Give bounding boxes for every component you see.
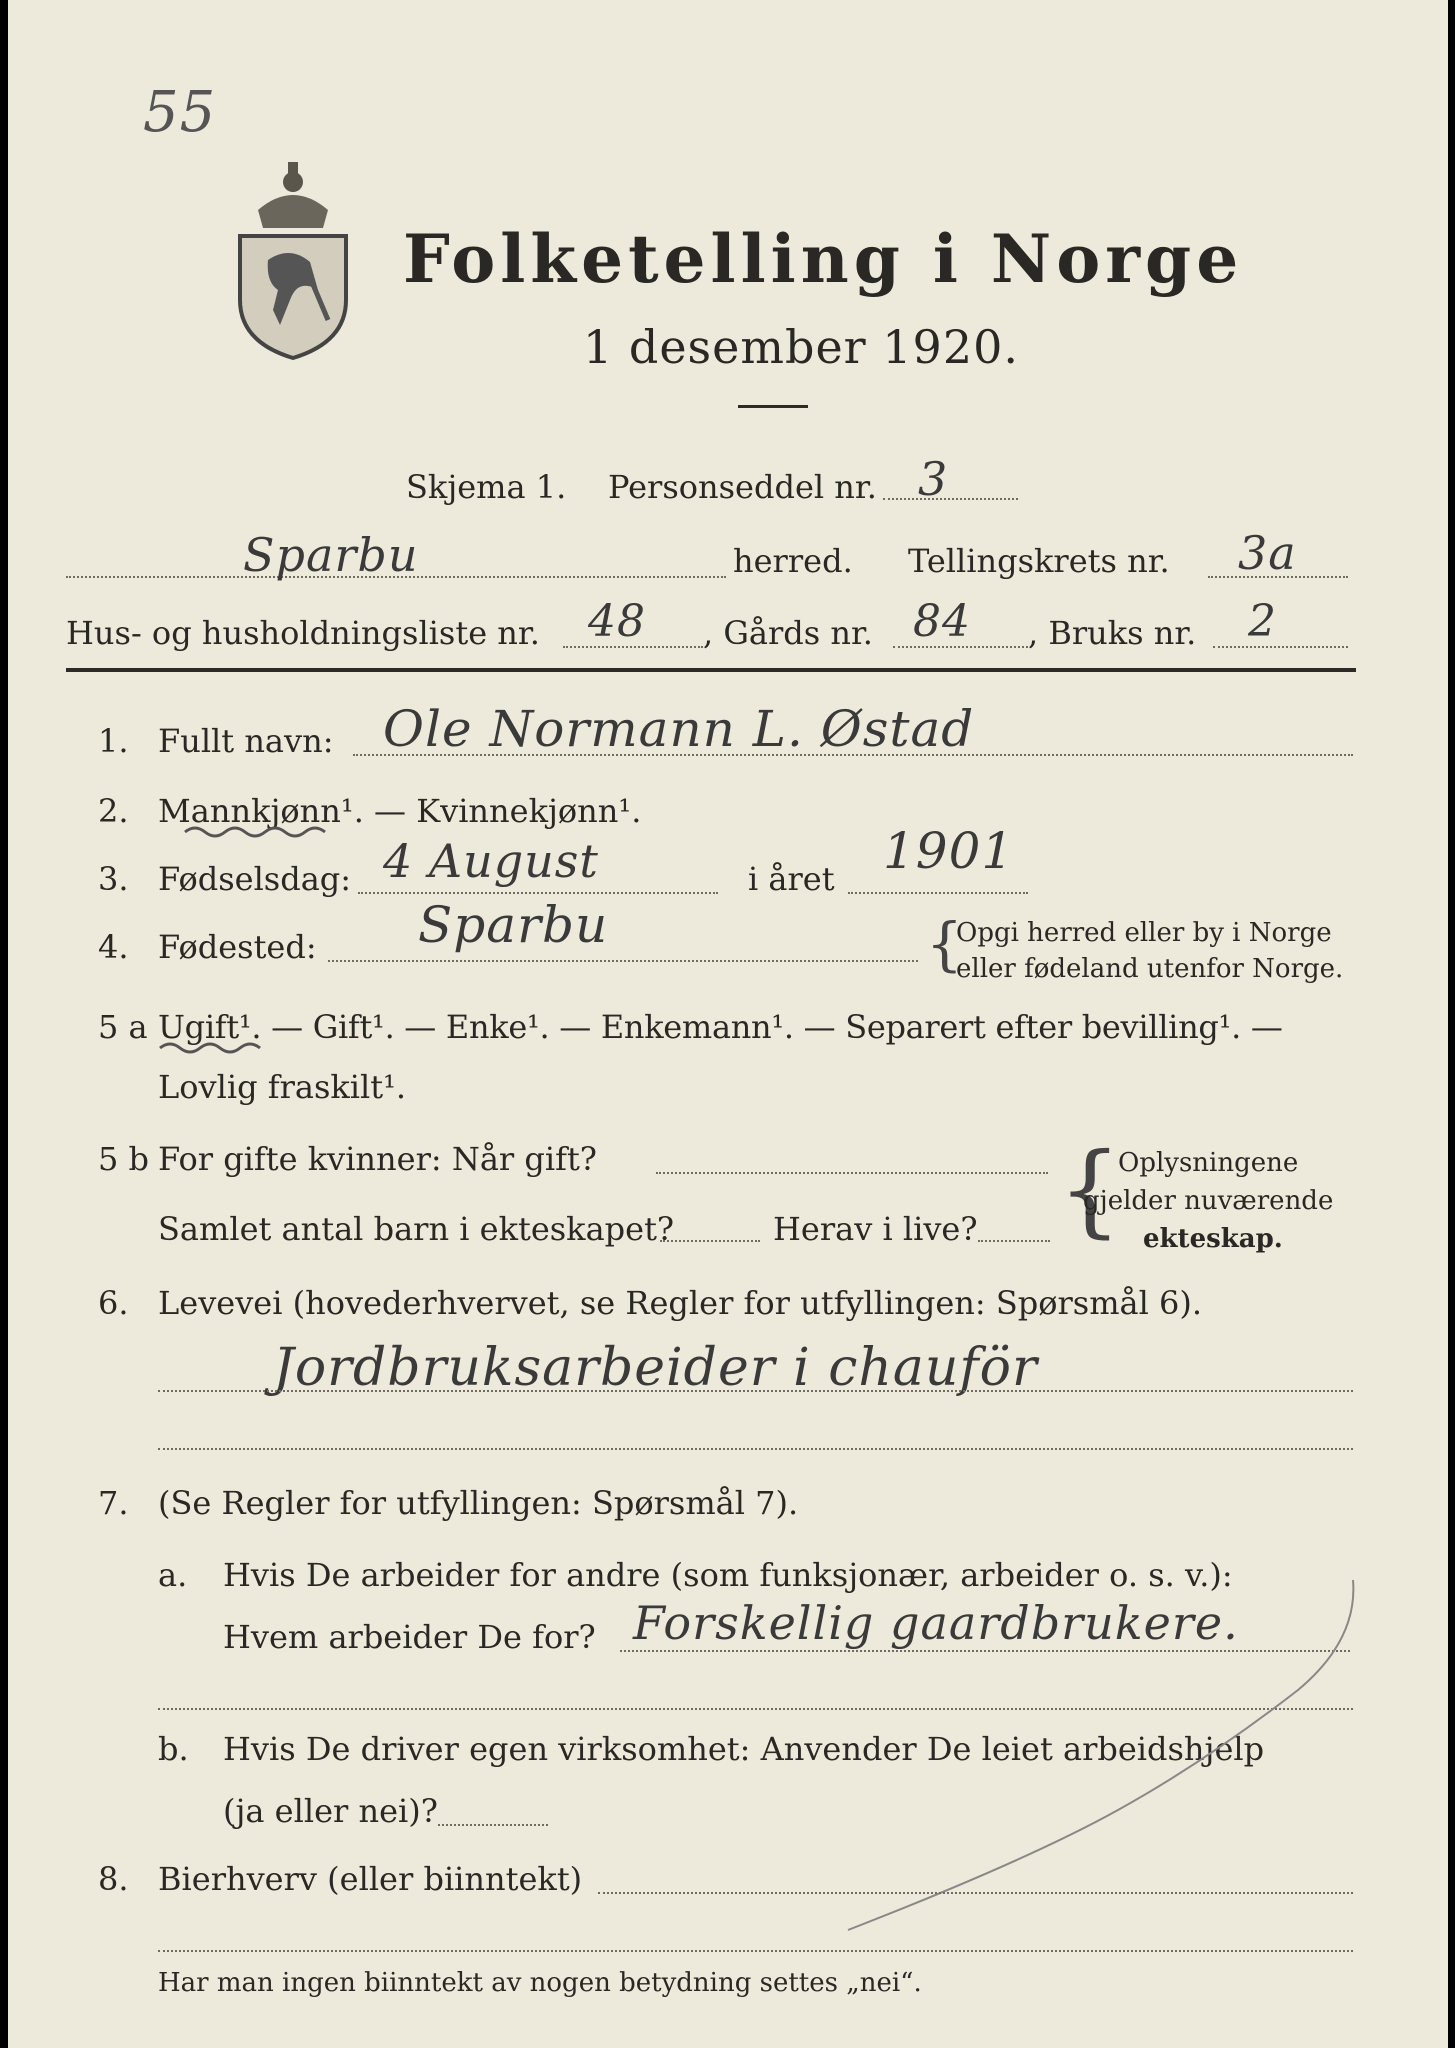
q3-label: Fødselsdag: (158, 860, 352, 898)
schema-label: Skjema 1. (406, 468, 567, 506)
bruks-value: 2 (1248, 596, 1277, 647)
q5b-note-2: gjelder nuværende (1083, 1186, 1334, 1216)
q4-line (328, 960, 918, 962)
q5a-text: Ugift¹. — Gift¹. — Enke¹. — Enkemann¹. — Separert efter bevilling¹. — (158, 1008, 1283, 1046)
q5b-brace: { (1058, 1131, 1122, 1248)
q5b-number: 5 b (98, 1140, 150, 1178)
herred-label: herred. (733, 542, 853, 580)
q5b-line2a: Samlet antal barn i ekteskapet? (158, 1210, 675, 1248)
q7a-line1: Hvis De arbeider for andre (som funksjonær, arbeider o. s. v.): (223, 1556, 1233, 1594)
q5b-line1: For gifte kvinner: Når gift? (158, 1140, 597, 1178)
q4-note-2: eller fødeland utenfor Norge. (956, 954, 1344, 984)
title-divider (738, 405, 808, 408)
q5a-text-2: Lovlig fraskilt¹. (158, 1068, 407, 1106)
q6-number: 6. (98, 1284, 129, 1322)
q4-brace: { (926, 910, 963, 978)
pencil-stroke-mark (828, 1560, 1368, 1940)
q7a-letter: a. (158, 1556, 188, 1594)
personseddel-line (883, 498, 1018, 500)
q1-label: Fullt navn: (158, 722, 334, 760)
q7b-line1: Hvis De driver egen virksomhet: Anvender De leiet arbeidshjelp (223, 1730, 1265, 1768)
q5b-note-1: Oplysningene (1118, 1148, 1299, 1178)
q5b-line2b: Herav i live? (773, 1210, 978, 1248)
q8-line-2 (158, 1950, 1353, 1952)
form-date: 1 desember 1920. (583, 320, 1019, 374)
coat-of-arms-icon (228, 150, 358, 360)
q4-number: 4. (98, 928, 129, 966)
bruks-label: , Bruks nr. (1028, 614, 1197, 652)
header-rule (66, 668, 1356, 672)
q3-year-value: 1901 (883, 822, 1015, 880)
q8-label: Bierhverv (eller biinntekt) (158, 1860, 583, 1898)
q6-value: Jordbruksarbeider i chauför (273, 1338, 1038, 1398)
husliste-value: 48 (588, 596, 646, 647)
q7a-line2: Hvem arbeider De for? (223, 1618, 596, 1656)
q3-line (358, 892, 718, 894)
personseddel-label: Personseddel nr. (608, 468, 877, 506)
page-number-handwritten: 55 (143, 80, 217, 145)
tellingskrets-label: Tellingskrets nr. (908, 542, 1170, 580)
q7-number: 7. (98, 1484, 129, 1522)
q2-underline-mark (183, 822, 333, 842)
form-title: Folketelling i Norge (403, 220, 1244, 298)
q3-value: 4 August (383, 834, 599, 888)
herred-value: Sparbu (243, 528, 419, 582)
q1-value: Ole Normann L. Østad (383, 700, 975, 758)
census-form-page (8, 0, 1448, 2048)
q6-label: Levevei (hovederhvervet, se Regler for utfyllingen: Spørsmål 6). (158, 1284, 1203, 1322)
q4-note-1: Opgi herred eller by i Norge (956, 918, 1332, 948)
q5a-underline-mark (158, 1038, 263, 1058)
q7b-line (438, 1824, 548, 1826)
q7b-letter: b. (158, 1730, 189, 1768)
q5b-note-3: ekteskap. (1143, 1224, 1283, 1254)
bruks-line (1213, 646, 1348, 648)
q2-text: Mannkjønn¹. — Kvinnekjønn¹. (158, 792, 642, 830)
personseddel-value: 3 (918, 452, 949, 506)
q4-label: Fødested: (158, 928, 317, 966)
q5a-number: 5 a (98, 1008, 148, 1046)
gards-label: , Gårds nr. (703, 614, 873, 652)
q4-value: Sparbu (418, 896, 609, 954)
q5b-married-line (656, 1172, 1048, 1174)
q8-line (598, 1892, 1353, 1894)
footer-note: Har man ingen biinntekt av nogen betydning settes „nei“. (158, 1968, 922, 1998)
q5b-alive-line (978, 1240, 1050, 1242)
q2-number: 2. (98, 792, 129, 830)
gards-value: 84 (913, 596, 971, 647)
q6-line-2 (158, 1448, 1353, 1450)
husliste-label: Hus- og husholdningsliste nr. (66, 614, 540, 652)
q3-year-label: i året (748, 860, 835, 898)
q3-year-line (848, 892, 1028, 894)
q3-number: 3. (98, 860, 129, 898)
q7b-line2: (ja eller nei)? (223, 1792, 438, 1830)
q5b-children-line (660, 1240, 760, 1242)
q7a-value: Forskellig gaardbrukere. (633, 1596, 1239, 1650)
q7-label: (Se Regler for utfyllingen: Spørsmål 7). (158, 1484, 799, 1522)
q1-number: 1. (98, 722, 129, 760)
q8-number: 8. (98, 1860, 129, 1898)
tellingskrets-value: 3a (1238, 526, 1297, 580)
q6-line-1 (158, 1390, 1353, 1392)
